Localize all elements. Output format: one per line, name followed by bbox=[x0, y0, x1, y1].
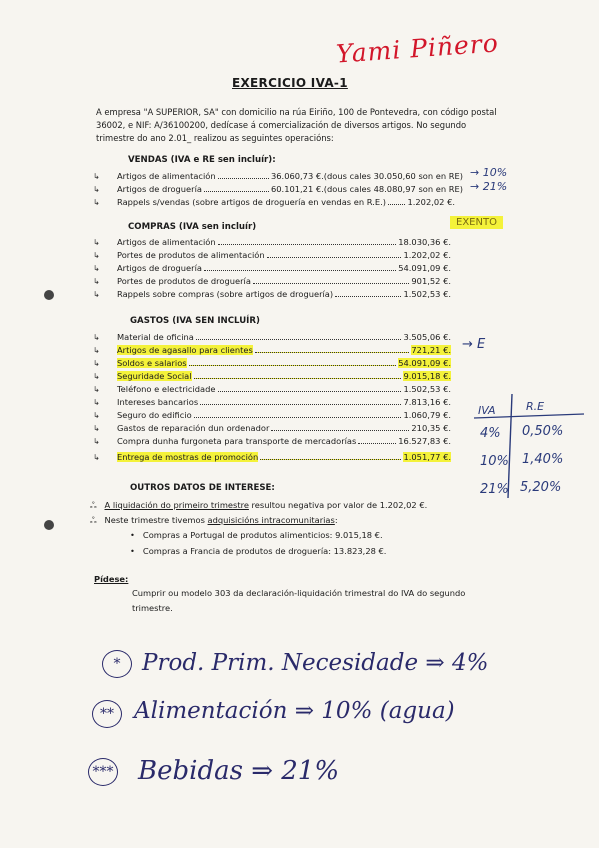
bullet-icon: ↳ bbox=[93, 238, 100, 247]
gastos-row: ↳ Compra dunha furgoneta para transporte de mercadorías 16.527,83 €. bbox=[93, 436, 451, 446]
rates-header-iva: IVA bbox=[478, 404, 496, 417]
bullet-icon: ↳ bbox=[93, 172, 100, 181]
bullet-icon: ↳ bbox=[93, 372, 100, 381]
outros-heading: OUTROS DATOS DE INTERESE: bbox=[130, 483, 275, 493]
compras-heading: COMPRAS (IVA sen incluír) bbox=[128, 222, 257, 232]
compras-row: ↳ Rappels sobre compras (sobre artigos de droguería) 1.502,53 €. bbox=[93, 289, 451, 299]
outros-sub-item: • Compras a Francia de produtos de droguería: 13.823,28 €. bbox=[130, 546, 387, 556]
rates-iva-cell: 10% bbox=[480, 454, 509, 469]
handwritten-note: Bebidas ⇒ 21% bbox=[138, 756, 340, 786]
gastos-row: ↳ Artigos de agasallo para clientes 721,21 €. bbox=[93, 345, 451, 355]
gastos-row: ↳ Material de oficina 3.505,06 €. bbox=[93, 332, 451, 342]
bullet-icon: • bbox=[130, 530, 135, 540]
ventas-row: ↳ Rappels s/vendas (sobre artigos de droguería en vendas en R.E.) 1.202,02 €. bbox=[93, 197, 455, 207]
handwritten-note: Alimentación ⇒ 10% (agua) bbox=[134, 698, 455, 724]
bullet-icon: ↳ bbox=[93, 251, 100, 260]
binder-hole bbox=[44, 520, 54, 530]
handwritten-note: → 10% bbox=[470, 166, 508, 179]
bullet-icon: ↳ bbox=[93, 424, 100, 433]
ventas-heading: VENDAS (IVA e RE sen incluír): bbox=[128, 155, 276, 165]
bullet-icon: ஃ bbox=[90, 515, 97, 525]
compras-row: ↳ Portes de produtos de droguería 901,52 €. bbox=[93, 276, 451, 286]
exento-marker: EXENTO bbox=[450, 216, 503, 229]
rates-re-cell: 1,40% bbox=[522, 452, 564, 467]
gastos-row: ↳ Seguro do edificio 1.060,79 €. bbox=[93, 410, 451, 420]
pidese-label: Pídese: bbox=[94, 574, 129, 584]
bullet-icon: ↳ bbox=[93, 453, 100, 462]
bullet-icon: ↳ bbox=[93, 437, 100, 446]
document-title: EXERCICIO IVA-1 bbox=[232, 76, 348, 90]
binder-hole bbox=[44, 290, 54, 300]
bullet-icon: ↳ bbox=[93, 185, 100, 194]
gastos-row: ↳ Teléfono e electricidade 1.502,53 €. bbox=[93, 384, 451, 394]
bullet-icon: ↳ bbox=[93, 346, 100, 355]
outros-line: ஃ A liquidación do primeiro trimestre resultou negativa por valor de 1.202,02 €. bbox=[90, 500, 428, 510]
note-marker: ** bbox=[92, 700, 122, 728]
gastos-row: ↳ Intereses bancarios 7.813,16 €. bbox=[93, 397, 451, 407]
bullet-icon: ↳ bbox=[93, 398, 100, 407]
bullet-icon: ↳ bbox=[93, 333, 100, 342]
note-marker: *** bbox=[88, 758, 118, 786]
rates-re-cell: 5,20% bbox=[520, 480, 562, 495]
pidese-text: Cumprir ou modelo 303 da declaración-liquidación trimestral do IVA do segundo trimestre. bbox=[132, 588, 466, 613]
bullet-icon: ஃ bbox=[90, 500, 97, 510]
gastos-row: ↳ Soldos e salarios 54.091,09 €. bbox=[93, 358, 451, 368]
compras-row: ↳ Artigos de alimentación 18.030,36 €. bbox=[93, 237, 451, 247]
bullet-icon: ↳ bbox=[93, 411, 100, 420]
bullet-icon: ↳ bbox=[93, 277, 100, 286]
intro-paragraph: A empresa "A SUPERIOR, SA" con domicilio na rúa Eiriño, 100 de Pontevedra, con código postal 36002, e NIF: A/36100200, dedícase á comercialización de diversos artigos. No segundo trimestre do ano 2.01_ realizou as seguintes operacións: bbox=[96, 107, 497, 143]
rates-re-cell: 0,50% bbox=[522, 424, 564, 439]
ventas-row: ↳ Artigos de droguería 60.101,21 €.(dous cales 48.080,97 son en RE) bbox=[93, 184, 463, 194]
bullet-icon: ↳ bbox=[93, 359, 100, 368]
bullet-icon: • bbox=[130, 546, 135, 556]
rates-iva-cell: 21% bbox=[480, 482, 509, 497]
handwritten-note: Prod. Prim. Necesidade ⇒ 4% bbox=[142, 650, 489, 676]
outros-line: ஃ Neste trimestre tivemos adquisicións intracomunitarias: bbox=[90, 515, 338, 525]
bullet-icon: ↳ bbox=[93, 198, 100, 207]
bullet-icon: ↳ bbox=[93, 290, 100, 299]
handwritten-arrow-note: → E bbox=[462, 337, 486, 352]
compras-row: ↳ Artigos de droguería 54.091,09 €. bbox=[93, 263, 451, 273]
gastos-heading: GASTOS (IVA SEN INCLUÍR) bbox=[130, 316, 260, 326]
gastos-row: ↳ Seguridade Social 9.015,18 €. bbox=[93, 371, 451, 381]
bullet-icon: ↳ bbox=[93, 385, 100, 394]
gastos-row: ↳ Gastos de reparación dun ordenador 210,35 €. bbox=[93, 423, 451, 433]
bullet-icon: ↳ bbox=[93, 264, 100, 273]
rates-iva-cell: 4% bbox=[480, 426, 501, 441]
rates-header-re: R.E bbox=[526, 400, 545, 413]
handwritten-name: Yami Piñero bbox=[335, 28, 500, 69]
note-marker: * bbox=[102, 650, 132, 678]
ventas-row: ↳ Artigos de alimentación 36.060,73 €.(dous cales 30.050,60 son en RE) bbox=[93, 171, 463, 181]
outros-sub-item: • Compras a Portugal de produtos alimenticios: 9.015,18 €. bbox=[130, 530, 383, 540]
handwritten-note: → 21% bbox=[470, 180, 508, 193]
gastos-row: ↳ Entrega de mostras de promoción 1.051,77 €. bbox=[93, 452, 451, 462]
compras-row: ↳ Portes de produtos de alimentación 1.202,02 €. bbox=[93, 250, 451, 260]
